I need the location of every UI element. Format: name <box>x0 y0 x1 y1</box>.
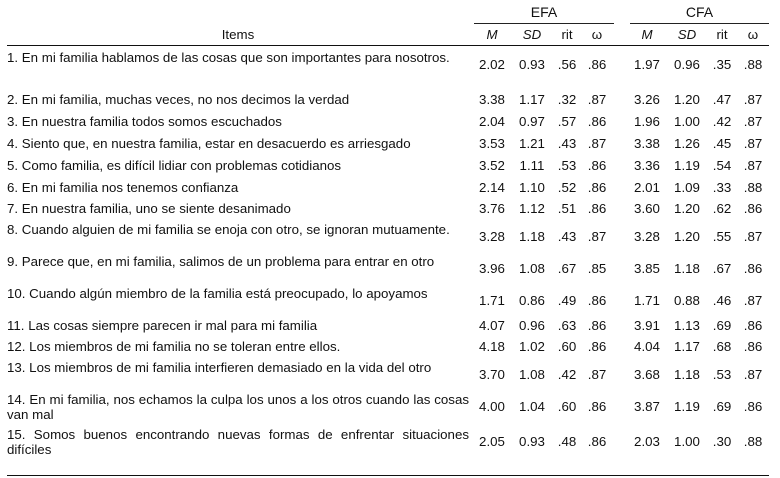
efa-rit-value: .43 <box>557 136 577 151</box>
cfa-omega-value: .87 <box>743 114 763 129</box>
efa-sd-value: 1.02 <box>519 339 545 354</box>
cfa-rit-value: .69 <box>712 399 732 414</box>
efa-m-value: 3.38 <box>479 92 505 107</box>
item-text: 1. En mi familia hablamos de las cosas que son importantes para nosotros. <box>7 50 450 65</box>
efa-omega-value: .86 <box>587 339 607 354</box>
efa-rit-value: .63 <box>557 318 577 333</box>
cfa-sd-value: 1.26 <box>674 136 700 151</box>
efa-omega-value: .86 <box>587 158 607 173</box>
cfa-sd-value: 0.96 <box>674 57 700 72</box>
cfa-m-value: 2.01 <box>634 180 660 195</box>
efa-rit-value: .60 <box>557 339 577 354</box>
item-text: 11. Las cosas siempre parecen ir mal para mi familia <box>7 318 318 333</box>
bottom-rule <box>7 475 769 476</box>
item-text: 9. Parece que, en mi familia, salimos de un problema para entrar en otro <box>7 254 435 269</box>
cfa-omega-value: .88 <box>743 434 763 449</box>
cfa-omega-value: .87 <box>743 293 763 308</box>
efa-omega-value: .86 <box>587 399 607 414</box>
cfa-m-value: 3.85 <box>634 261 660 276</box>
group-header-efa: EFA <box>530 4 558 20</box>
cfa-m-value: 3.60 <box>634 201 660 216</box>
cfa-omega-value: .87 <box>743 229 763 244</box>
efa-omega-value: .86 <box>587 114 607 129</box>
cfa-rit-value: .55 <box>712 229 732 244</box>
item-text: 14. En mi familia, nos echamos la culpa los unos a los otros cuando las cosas van mal <box>7 392 469 422</box>
cfa-sd-value: 1.00 <box>674 114 700 129</box>
cfa-sd-value: 0.88 <box>674 293 700 308</box>
cfa-omega-value: .86 <box>743 201 763 216</box>
efa-rit-value: .48 <box>557 434 577 449</box>
cfa-sd-value: 1.00 <box>674 434 700 449</box>
efa-m-value: 3.53 <box>479 136 505 151</box>
efa-rit-value: .53 <box>557 158 577 173</box>
efa-sd-value: 1.18 <box>519 229 545 244</box>
efa-m-value: 3.76 <box>479 201 505 216</box>
efa-omega-value: .87 <box>587 92 607 107</box>
cfa-sd-value: 1.18 <box>674 261 700 276</box>
cfa-m-value: 4.04 <box>634 339 660 354</box>
efa-rit-value: .52 <box>557 180 577 195</box>
efa-m-value: 4.18 <box>479 339 505 354</box>
cfa-omega-value: .87 <box>743 158 763 173</box>
cfa-sd-value: 1.17 <box>674 339 700 354</box>
item-text: 7. En nuestra familia, uno se siente desanimado <box>7 201 291 216</box>
column-header-cfa-omega: ω <box>747 27 759 42</box>
efa-m-value: 1.71 <box>479 293 505 308</box>
column-header-efa-sd: SD <box>522 27 542 42</box>
efa-omega-value: .86 <box>587 180 607 195</box>
item-text: 13. Los miembros de mi familia interfieren demasiado en la vida del otro <box>7 360 432 375</box>
cfa-rit-value: .35 <box>712 57 732 72</box>
cfa-m-value: 3.68 <box>634 367 660 382</box>
efa-m-value: 2.05 <box>479 434 505 449</box>
efa-m-value: 2.14 <box>479 180 505 195</box>
cfa-sd-value: 1.19 <box>674 399 700 414</box>
group-underline-cfa <box>630 23 769 24</box>
column-header-efa-omega: ω <box>591 27 603 42</box>
efa-sd-value: 0.96 <box>519 318 545 333</box>
cfa-sd-value: 1.20 <box>674 201 700 216</box>
item-text: 15. Somos buenos encontrando nuevas formas de enfrentar situaciones difíciles <box>7 427 469 457</box>
efa-m-value: 4.07 <box>479 318 505 333</box>
cfa-m-value: 3.87 <box>634 399 660 414</box>
cfa-omega-value: .88 <box>743 57 763 72</box>
efa-m-value: 2.04 <box>479 114 505 129</box>
cfa-sd-value: 1.20 <box>674 92 700 107</box>
column-header-cfa-m: M <box>641 27 653 42</box>
cfa-m-value: 3.36 <box>634 158 660 173</box>
item-text: 3. En nuestra familia todos somos escuchados <box>7 114 282 129</box>
cfa-rit-value: .62 <box>712 201 732 216</box>
efa-rit-value: .42 <box>557 367 577 382</box>
efa-rit-value: .43 <box>557 229 577 244</box>
column-header-cfa-sd: SD <box>677 27 697 42</box>
cfa-omega-value: .87 <box>743 367 763 382</box>
efa-m-value: 3.70 <box>479 367 505 382</box>
item-text: 2. En mi familia, muchas veces, no nos decimos la verdad <box>7 92 350 107</box>
efa-sd-value: 1.21 <box>519 136 545 151</box>
efa-sd-value: 0.86 <box>519 293 545 308</box>
efa-omega-value: .86 <box>587 201 607 216</box>
cfa-sd-value: 1.09 <box>674 180 700 195</box>
item-text: 4. Siento que, en nuestra familia, estar en desacuerdo es arriesgado <box>7 136 411 151</box>
group-underline-efa <box>474 23 614 24</box>
efa-rit-value: .49 <box>557 293 577 308</box>
efa-omega-value: .86 <box>587 434 607 449</box>
cfa-m-value: 3.28 <box>634 229 660 244</box>
efa-sd-value: 1.12 <box>519 201 545 216</box>
cfa-sd-value: 1.19 <box>674 158 700 173</box>
efa-omega-value: .86 <box>587 293 607 308</box>
column-header-cfa-rit: rit <box>716 27 728 42</box>
efa-omega-value: .87 <box>587 367 607 382</box>
cfa-rit-value: .46 <box>712 293 732 308</box>
efa-rit-value: .51 <box>557 201 577 216</box>
efa-m-value: 4.00 <box>479 399 505 414</box>
column-header-efa-rit: rit <box>561 27 573 42</box>
cfa-m-value: 1.96 <box>634 114 660 129</box>
header-rule <box>7 45 769 46</box>
cfa-rit-value: .45 <box>712 136 732 151</box>
cfa-rit-value: .42 <box>712 114 732 129</box>
item-text: 5. Como familia, es difícil lidiar con problemas cotidianos <box>7 158 342 173</box>
efa-rit-value: .60 <box>557 399 577 414</box>
efa-sd-value: 1.11 <box>519 158 545 173</box>
efa-m-value: 3.28 <box>479 229 505 244</box>
efa-m-value: 3.96 <box>479 261 505 276</box>
cfa-omega-value: .87 <box>743 92 763 107</box>
item-text: 12. Los miembros de mi familia no se toleran entre ellos. <box>7 339 341 354</box>
efa-sd-value: 0.93 <box>519 434 545 449</box>
efa-rit-value: .67 <box>557 261 577 276</box>
efa-rit-value: .56 <box>557 57 577 72</box>
cfa-omega-value: .86 <box>743 339 763 354</box>
cfa-rit-value: .53 <box>712 367 732 382</box>
column-header-efa-m: M <box>486 27 498 42</box>
cfa-rit-value: .69 <box>712 318 732 333</box>
efa-m-value: 2.02 <box>479 57 505 72</box>
cfa-omega-value: .86 <box>743 261 763 276</box>
efa-sd-value: 1.10 <box>519 180 545 195</box>
efa-rit-value: .57 <box>557 114 577 129</box>
cfa-rit-value: .30 <box>712 434 732 449</box>
cfa-m-value: 1.71 <box>634 293 660 308</box>
cfa-m-value: 2.03 <box>634 434 660 449</box>
efa-sd-value: 1.08 <box>519 261 545 276</box>
efa-sd-value: 0.93 <box>519 57 545 72</box>
cfa-m-value: 3.38 <box>634 136 660 151</box>
efa-omega-value: .87 <box>587 136 607 151</box>
efa-sd-value: 1.08 <box>519 367 545 382</box>
cfa-sd-value: 1.20 <box>674 229 700 244</box>
efa-omega-value: .85 <box>587 261 607 276</box>
cfa-m-value: 3.26 <box>634 92 660 107</box>
efa-m-value: 3.52 <box>479 158 505 173</box>
cfa-omega-value: .86 <box>743 399 763 414</box>
cfa-rit-value: .54 <box>712 158 732 173</box>
item-text: 6. En mi familia nos tenemos confianza <box>7 180 239 195</box>
cfa-rit-value: .67 <box>712 261 732 276</box>
cfa-m-value: 1.97 <box>634 57 660 72</box>
efa-omega-value: .86 <box>587 318 607 333</box>
group-header-cfa: CFA <box>685 4 714 20</box>
item-text: 10. Cuando algún miembro de la familia está preocupado, lo apoyamos <box>7 286 428 301</box>
cfa-omega-value: .86 <box>743 318 763 333</box>
efa-omega-value: .87 <box>587 229 607 244</box>
item-text: 8. Cuando alguien de mi familia se enoja con otro, se ignoran mutuamente. <box>7 222 450 237</box>
cfa-omega-value: .88 <box>743 180 763 195</box>
efa-rit-value: .32 <box>557 92 577 107</box>
cfa-sd-value: 1.13 <box>674 318 700 333</box>
cfa-rit-value: .47 <box>712 92 732 107</box>
cfa-m-value: 3.91 <box>634 318 660 333</box>
efa-sd-value: 0.97 <box>519 114 545 129</box>
cfa-omega-value: .87 <box>743 136 763 151</box>
efa-sd-value: 1.17 <box>519 92 545 107</box>
cfa-rit-value: .33 <box>712 180 732 195</box>
cfa-sd-value: 1.18 <box>674 367 700 382</box>
column-header-items: Items <box>221 27 255 42</box>
cfa-rit-value: .68 <box>712 339 732 354</box>
efa-omega-value: .86 <box>587 57 607 72</box>
efa-sd-value: 1.04 <box>519 399 545 414</box>
